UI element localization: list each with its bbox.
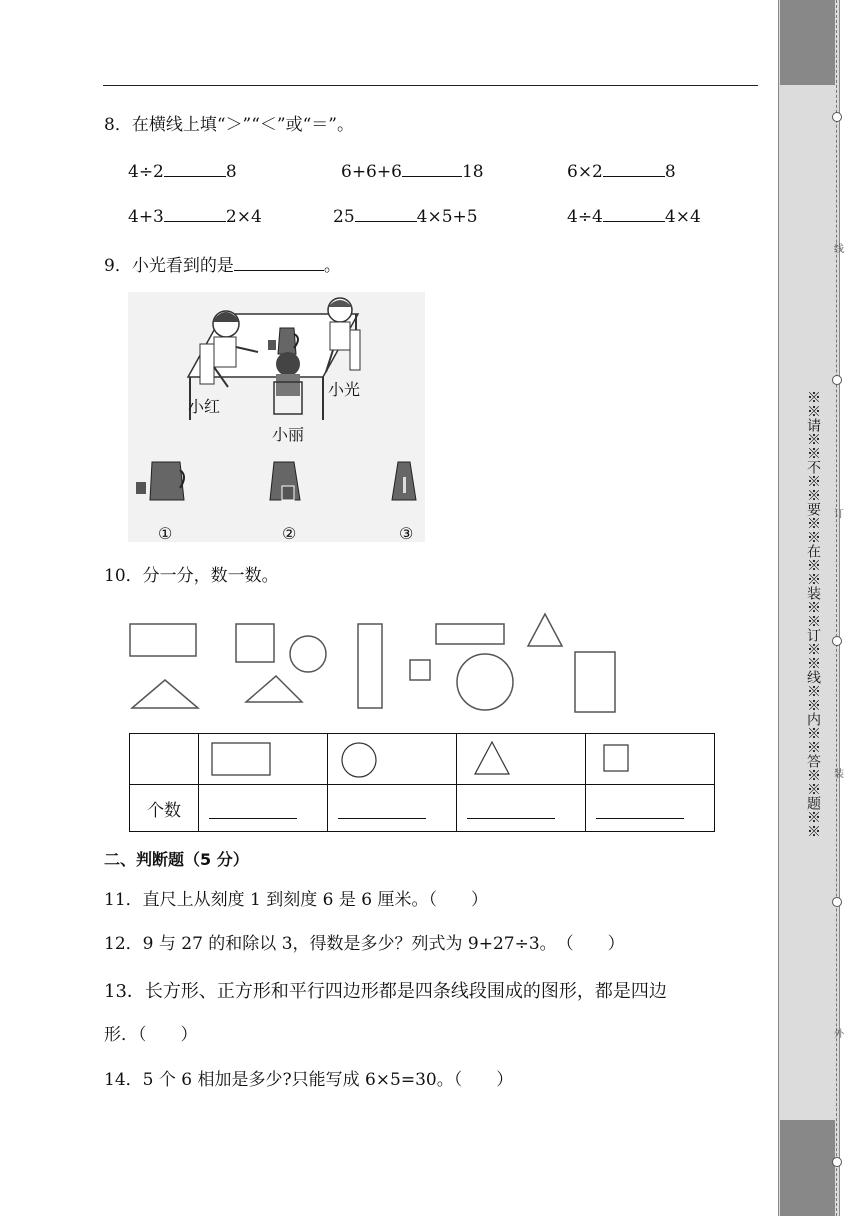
q8-item (567, 162, 676, 181)
section-heading (104, 847, 249, 870)
q9-text: 9．小光看到的是 (104, 256, 234, 276)
label-xiaoguang: 小光 (328, 380, 361, 399)
label-xiaohong: 小红 (188, 397, 221, 416)
q11: 11．直尺上从刻度 1 到刻度 6 是 6 厘米。（ ） (104, 890, 489, 910)
binding-hole (832, 636, 842, 646)
label-xiaoli: 小丽 (272, 425, 305, 444)
q8-item (128, 162, 237, 181)
header-circle (328, 734, 457, 785)
triangle-shape (132, 680, 198, 708)
circle-shape (290, 636, 326, 672)
table-scene-drawing (128, 292, 425, 542)
circle-shape (457, 654, 513, 710)
expr-right: 8 (225, 162, 237, 182)
expr-left: 25 (333, 207, 355, 227)
count-cell[interactable] (586, 785, 715, 832)
rectangle-shape (436, 624, 504, 644)
answer-blank[interactable] (402, 162, 462, 177)
q9-end: 。 (323, 256, 341, 276)
rectangle-shape (130, 624, 196, 656)
q13-line1: 13．长方形、正方形和平行四边形都是四条线段围成的图形，都是四边 (104, 981, 667, 1002)
q8-item (333, 207, 478, 226)
answer-blank[interactable] (164, 162, 226, 177)
header-rectangle (199, 734, 328, 785)
q12: 12．9 与 27 的和除以 3，得数是多少？列式为 9+27÷3。 （ ） (104, 934, 625, 954)
q8-prompt: 8．在横线上填“＞”“＜”或“＝”。 (104, 115, 354, 135)
expr-right: 8 (664, 162, 676, 182)
answer-blank[interactable] (234, 256, 324, 271)
option-2[interactable]: ② (282, 524, 297, 543)
margin-block-bottom (780, 1120, 835, 1216)
binding-hole (832, 1157, 842, 1167)
count-cell[interactable] (328, 785, 457, 832)
header-triangle (457, 734, 586, 785)
table-corner (130, 734, 199, 785)
answer-blank[interactable] (164, 207, 226, 222)
expr-right: 18 (461, 162, 484, 182)
answer-blank[interactable] (603, 207, 665, 222)
expr-left: 6×2 (567, 162, 603, 182)
q9-prompt (104, 256, 341, 275)
triangle-shape (246, 676, 302, 702)
answer-blank[interactable] (603, 162, 665, 177)
q8-item (128, 207, 262, 226)
square-shape (236, 624, 274, 662)
count-cell[interactable] (457, 785, 586, 832)
q10-prompt: 10．分一分，数一数。 (104, 566, 279, 586)
square-shape (410, 660, 430, 680)
margin-char: 外 (834, 1029, 844, 1040)
expr-left: 4÷4 (567, 207, 603, 227)
binding-hole (832, 375, 842, 385)
expr-left: 4÷2 (128, 162, 164, 182)
margin-block-top (780, 0, 835, 85)
expr-right: 2×4 (225, 207, 262, 227)
section-title: 二、判断题（5 分） (104, 850, 249, 869)
margin-char: 线 (834, 244, 844, 255)
header-rule (103, 85, 758, 86)
row-label: 个数 (130, 785, 199, 832)
expr-right: 4×4 (664, 207, 701, 227)
margin-char: 装 (834, 769, 844, 780)
option-3[interactable]: ③ (399, 524, 414, 543)
option-1[interactable]: ① (158, 524, 173, 543)
count-table (129, 733, 715, 832)
q14: 14．5 个 6 相加是多少?只能写成 6×5=30。（ ） (104, 1070, 514, 1090)
margin-char: 订 (834, 509, 844, 520)
expr-right: 4×5+5 (416, 207, 478, 227)
answer-blank[interactable] (355, 207, 417, 222)
count-cell[interactable] (199, 785, 328, 832)
rectangle-shape (575, 652, 615, 712)
expr-left: 4+3 (128, 207, 164, 227)
q8-item (341, 162, 484, 181)
header-square (586, 734, 715, 785)
q8-item (567, 207, 701, 226)
triangle-shape (528, 614, 562, 646)
binding-hole (832, 112, 842, 122)
shapes-figure (120, 600, 640, 725)
expr-left: 6+6+6 (341, 162, 402, 182)
margin-warning: ※※请※※不※※要※※在※※装※※订※※线※※内※※答※※题※※ (805, 390, 821, 838)
binding-hole (832, 897, 842, 907)
q9-illustration (128, 292, 425, 542)
q13-line2: 形．（ ） (104, 1025, 198, 1045)
rectangle-shape (358, 624, 382, 708)
